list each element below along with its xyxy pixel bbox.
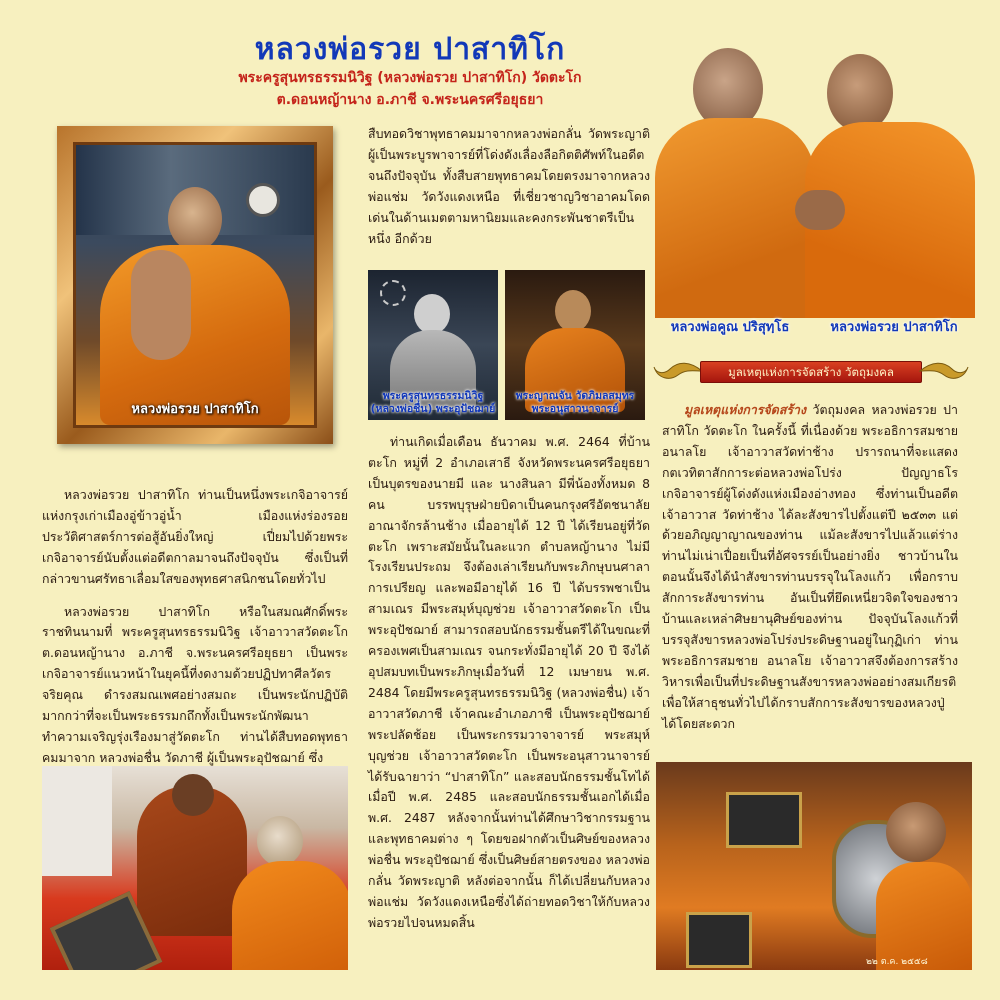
monk-head-right	[886, 802, 946, 862]
page-title: หลวงพ่อรวย ปาสาทิโก	[254, 32, 566, 67]
old-monk-head	[414, 294, 450, 334]
portrait-frame	[57, 126, 333, 444]
wall-clock-icon	[246, 183, 280, 217]
banner-label: มูลเหตุแห่งการจัดสร้าง วัตถุมงคล	[700, 361, 922, 383]
right-paragraph	[662, 400, 958, 735]
framed-image-bottom	[686, 912, 752, 968]
caption-luang-pho-khun: หลวงพ่อคูณ ปริสุทฺโธ	[670, 320, 790, 335]
two-monks-photo	[655, 40, 975, 340]
left-paragraph-1: หลวงพ่อรวย ปาสาทิโก ท่านเป็นหนึ่งพระเกจิอาจารย์แห่งกรุงเก่าเมืองอู่ข้าวอู่น้ำ เมืองแห่งร่องรอยประวัติศาสตร์การต่อสู้อันยิ่งใหญ่ เปี่ยมไปด้วยพระเกจิอาจารย์นับตั้งแต่อดีตกาลมาจนถึงปัจจุบัน ซึ่งเป็นที่กล่าวขานศรัทธาเลื่อมใสของพุทธศาสนิกชนโดยทั่วไป	[42, 487, 348, 586]
lead-text: มูลเหตุแห่งการจัดสร้าง	[684, 402, 807, 417]
middle-paragraph-top: สืบทอดวิชาพุทธาคมมาจากหลวงพ่อกลั่น วัดพระญาติ ผู้เป็นพระบูรพาจารย์ที่โด่งดังเลื่องลือกิตติศัพท์ในอดีตจนถึงปัจจุบัน ทั้งสืบสายพุทธาคมโดยตรงมาจากหลวงพ่อแช่ม วัดวังแดงเหนือ ที่เชี่ยวชาญวิชาอาคมโดดเด่นในด้านเมตตามหานิยมและคงกระพันชาตรีเป็นหนึ่ง อีกด้วย	[368, 126, 650, 246]
monk-arm	[131, 250, 191, 360]
white-shirt-person	[42, 766, 112, 876]
subtitle-line-1: พระครูสุนทรธรรมนิวิฐ (หลวงพ่อรวย ปาสาทิโก) วัดตะโก	[238, 70, 582, 86]
section-banner	[652, 357, 970, 385]
monk-head	[168, 187, 222, 251]
subtitle-line-2: ต.ดอนหญ้านาง อ.ภาชี จ.พระนครศรีอยุธยา	[276, 92, 544, 108]
photo-right-caption: พระญาณจัน วัดภิมลสมุทร พระอนุสาวนาจารย์	[515, 390, 635, 415]
right-ornament-icon	[918, 357, 970, 385]
photo-date-stamp: ๒๒ ต.ค. ๒๕๕๘	[866, 957, 928, 967]
middle-paragraph-bio: ท่านเกิดเมื่อเดือน ธันวาคม พ.ศ. 2464 ที่บ้านตะโก หมู่ที่ 2 อำเภอเสาธี จังหวัดพระนครศรีอยุธยา เป็นบุตรของนายมี และ นางสินลา มีพี่น้องทั้งหมด 8 คน บรรพบุรุษฝ่ายบิดาเป็นคนกรุงศรีอัตชนาลัย อาณาจักรล้านช้าง เมื่ออายุได้ 12 ปี ได้เรียนอยู่ที่วัดตะโก เพราะสมัยนั้นในละแวก ตำบลหญ้านาง ไม่มีโรงเรียนประถม จึงต้องเล่าเรียนกับพระภิกษุบนศาลาการเปรียญ และพอมีอายุได้ 16 ปี ได้บรรพชาเป็นสามเณร มีพระสมุห์บุญช่วย เจ้าอาวาสวัดตะโก เป็นพระอุปัชฌาย์ สามารถสอบนักธรรมชั้นตรีได้ในขณะที่ครองเพศเป็นสามเณร จนกระทั่งมีอายุได้ 20 ปี จึงได้อุปสมบทเป็นพระภิกษุเมื่อวันที่ 12 เมษายน พ.ศ. 2484 โดยมีพระครูสุนทรธรรมนิวิฐ (หลวงพ่อชื่น) เจ้าอาวาสวัดภาชี เจ้าคณะอำเภอภาชี เป็นพระอุปัชฌาย์ พระปลัดช้อย เป็นพระกรรมวาจาจารย์ พระสมุห์บุญช่วย เจ้าอาวาสวัดตะโก เป็นพระอนุสาวนาจารย์ ได้รับฉายาว่า “ปาสาทิโก” และสอบนักธรรมชั้นโทได้เมื่อปี พ.ศ. 2485 และสอบนักธรรมชั้นเอกได้เมื่อ พ.ศ. 2487 หลังจากนั้นท่านได้ศึกษาวิชากรรมฐานและพุทธาคมต่าง ๆ โดยขอฝากตัวเป็นศิษย์ของหลวงพ่อชื่น พระอุปัชฌาย์ ซึ่งเป็นศิษย์สายตรงของ หลวงพ่อกลั่น วัดพระญาติ หลังต่อจากนั้น ก็ได้เปลี่ยนกับหลวงพ่อแช่ม วัดวังแดงเหนือซึ่งได้ถ่ายทอดวิชาให้กับหลวงพ่อรวยไปจนหมดสิ้น	[368, 434, 650, 930]
right-column	[662, 400, 958, 735]
portrait-photo	[73, 142, 317, 428]
photo-phra-yan	[505, 270, 645, 420]
joined-hands	[795, 190, 845, 230]
photo-luang-pho-chuen	[368, 270, 498, 420]
photo-left-caption: พระครูสุนทรธรรมนิวิฐ (หลวงพ่อชื่น) พระอุปัชฌาย์	[370, 390, 496, 415]
sun-emblem-icon	[380, 280, 406, 306]
caption-luang-pho-ruay: หลวงพ่อรวย ปาสาทิโก	[830, 320, 958, 335]
kneeling-monk-head	[172, 774, 214, 816]
elder-monk-head	[257, 816, 303, 866]
ceremony-photo-left	[42, 766, 348, 970]
middle-bio-text	[368, 432, 650, 934]
monk-left-robe	[655, 118, 815, 318]
monk-right-head	[827, 54, 893, 132]
ceremony-photo-right	[656, 762, 972, 970]
left-column	[42, 485, 348, 769]
framed-image-small	[726, 792, 802, 848]
portrait-caption: หลวงพ่อรวย ปาสาทิโก	[131, 402, 259, 417]
right-paragraph-body: วัตถุมงคล หลวงพ่อรวย ปาสาทิโก วัดตะโก ในครั้งนี้ ที่เนื่องด้วย พระอธิการสมชาย อนาลโย เจ้าอาวาสวัดท่าช้าง ปรารถนาที่จะแสดงกตเวทิตาสักการะต่อหลวงพ่อโปร่ง ปัญญาธโร เกจิอาจารย์ผู้โด่งดังแห่งเมืองอ่างทอง ซึ่งท่านเป็นอดีตเจ้าอาวาส วัดท่าช้าง ได้ละสังขารไปตั้งแต่ปี ๒๕๓๓ แต่ด้วยอภิญญาญาณของท่าน แม้ละสังขารไปแล้วแต่ร่างท่านไม่เน่าเปื่อยเป็นที่อัศจรรย์เป็นอย่างยิ่ง ชาวบ้านในตอนนั้นจึงได้นำสังขารท่านบรรจุในโลงแก้ว เพื่อกราบสักการะสังขารท่าน อันเป็นที่ยึดเหนี่ยวจิตใจของชาวบ้านและเหล่าศิษยานุศิษย์ของท่าน ปัจจุบันโลงแก้วที่บรรจุสังขารหลวงพ่อโปร่งประดิษฐานอยู่ในกุฏิเก่า ท่านพระอธิการสมชาย อนาลโย เจ้าอาวาสจึงต้องการสร้างวิหารเพื่อเป็นที่ประดิษฐานสังขารหลวงพ่ออย่างสมเกียรติเพื่อให้สาธุชนทั่วไปได้กราบสักการะสังขารของหลวงปู่ได้โดยสะดวก	[662, 402, 958, 731]
middle-top-text	[368, 124, 650, 249]
left-paragraph-2: หลวงพ่อรวย ปาสาทิโก หรือในสมณศักดิ์พระราชทินนามที่ พระครูสุนทรธรรมนิวิฐ เจ้าอาวาสวัดตะโก ต.ดอนหญ้านาง อ.ภาชี จ.พระนครศรีอยุธยา เป็นพระเกจิอาจารย์แนวหน้าในยุคนี้ที่งดงามด้วยปฏิปทาศีลวัตรจริยคุณ ดำรงสมณเพศอย่างสมถะ เป็นพระนักปฏิบัติมากกว่าที่จะเป็นพระธรรมกถึกทั้งเป็นพระนักพัฒนาทำความเจริญรุ่งเรืองมาสู่วัดตะโก ท่านได้สืบทอดพุทธาคมมาจาก หลวงพ่อชื่น วัดภาชี ผู้เป็นพระอุปัชฌาย์ ซึ่ง	[42, 603, 348, 765]
monk-head-2	[555, 290, 591, 332]
elder-monk-robe	[232, 861, 348, 970]
left-ornament-icon	[652, 357, 704, 385]
